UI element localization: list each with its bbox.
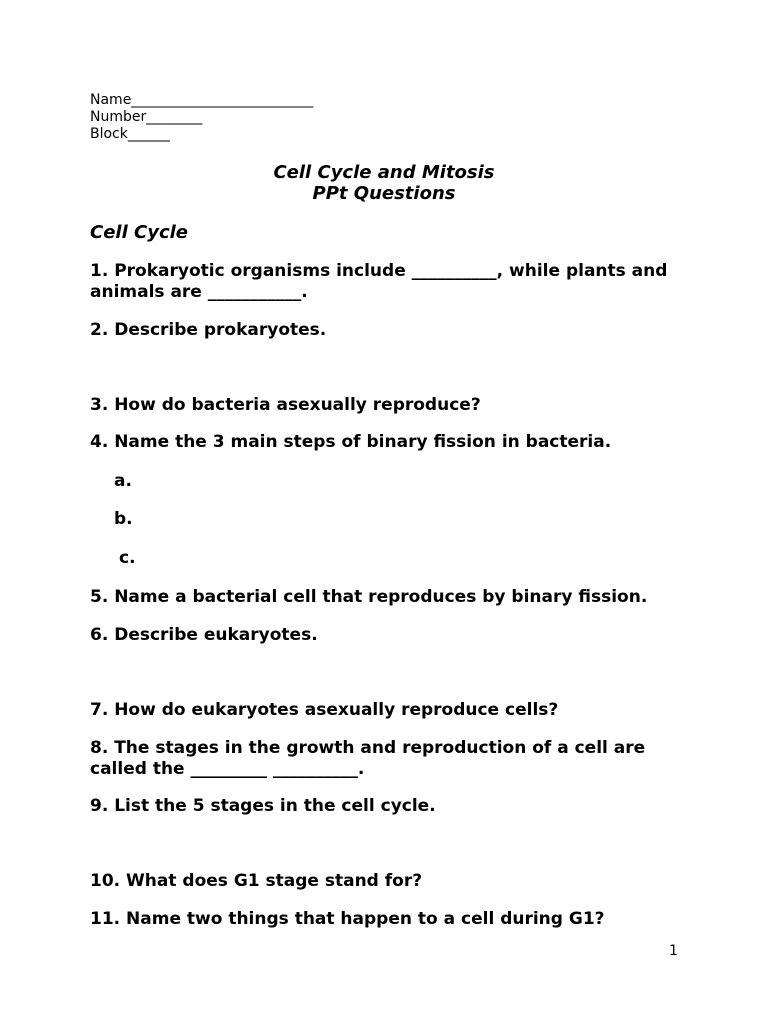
page-title: Cell Cycle and Mitosis [273, 162, 495, 183]
subitem-b: b. [114, 509, 133, 529]
subitem-a: a. [114, 471, 132, 491]
page-number: 1 [669, 943, 678, 959]
question-10: 10. What does G1 stage stand for? [90, 871, 423, 891]
name-field: Name__________________________ [90, 92, 314, 108]
question-3: 3. How do bacteria asexually reproduce? [90, 395, 481, 415]
question-9: 9. List the 5 stages in the cell cycle. [90, 796, 436, 816]
question-11: 11. Name two things that happen to a cell during G1? [90, 909, 605, 929]
page-subtitle: PPt Questions [312, 183, 456, 204]
question-8: 8. The stages in the growth and reproduction of a cell are called the _________ __________. [90, 738, 652, 779]
number-field: Number________ [90, 109, 203, 125]
block-field: Block______ [90, 126, 170, 142]
question-2: 2. Describe prokaryotes. [90, 320, 327, 340]
section-heading: Cell Cycle [90, 222, 189, 243]
question-7: 7. How do eukaryotes asexually reproduce cells? [90, 700, 559, 720]
question-1: 1. Prokaryotic organisms include __________, while plants and animals are ___________. [90, 261, 674, 302]
question-4: 4. Name the 3 main steps of binary fission in bacteria. [90, 432, 612, 452]
subitem-c: c. [119, 548, 136, 568]
question-6: 6. Describe eukaryotes. [90, 625, 318, 645]
question-5: 5. Name a bacterial cell that reproduces by binary fission. [90, 587, 648, 607]
